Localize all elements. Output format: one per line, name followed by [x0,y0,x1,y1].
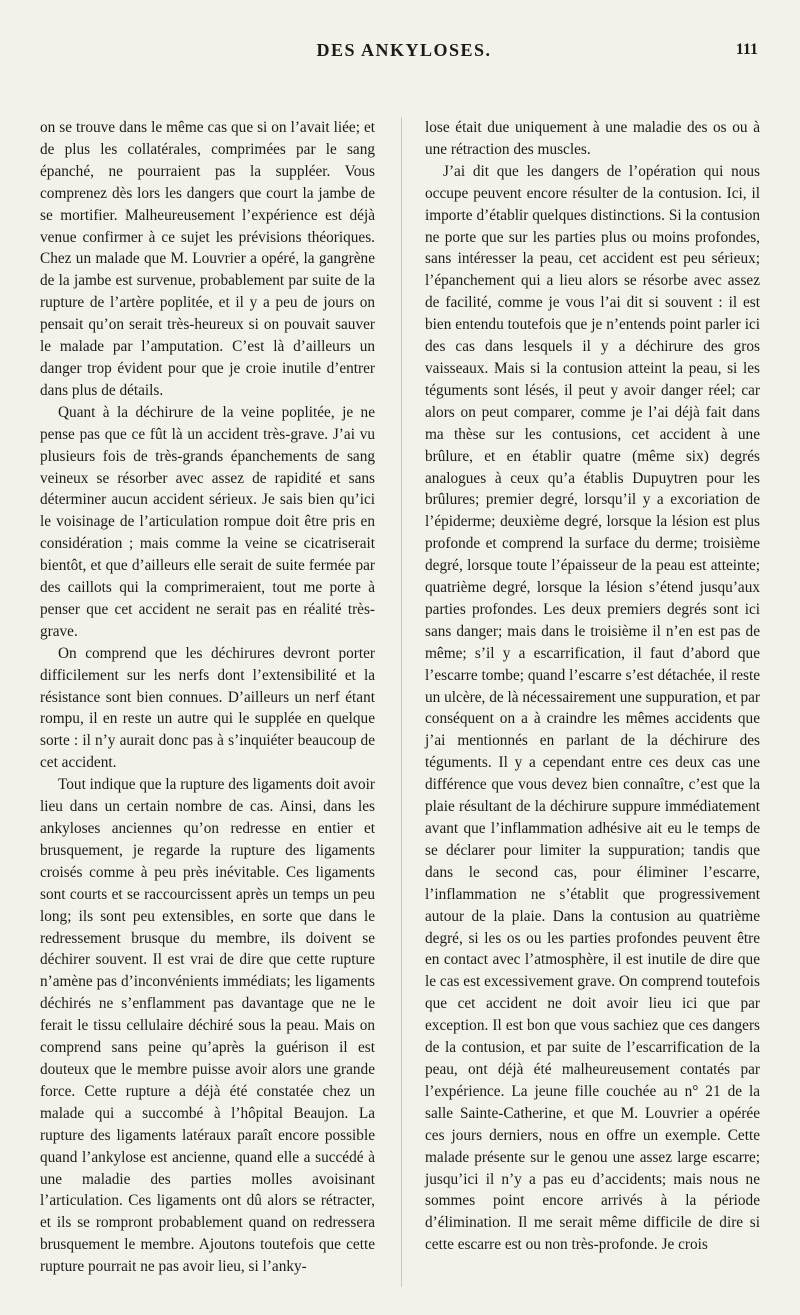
running-head [40,40,768,80]
right-column [425,117,760,1256]
paragraph: on se trouve dans le même cas que si on l’avait liée; et de plus les collatérales, comprimées par le sang épanché, ne pourraient pas la suppléer. Vous comprenez dès lors les dangers que court la jambe de se mortifier. Malheureusement l’expérience est déjà venue confirmer à ce sujet les prévisions théoriques. Chez un malade que M. Louvrier a opéré, la gangrène de la jambe est survenue, probablement par suite de la rupture de l’artère poplitée, et il y a peu de jours on pensait qu’on serait très-heureux si on pouvait sauver le malade par l’amputation. C’est là d’ailleurs un danger trop évident pour que je croie inutile d’entrer dans plus de détails. [40,119,375,399]
paragraph: Tout indique que la rupture des ligaments doit avoir lieu dans un certain nombre de cas. Ainsi, dans les ankyloses anciennes qu’on redresse en entier et brusquement, je regarde la rupture des ligaments croisés comme à peu près inévitable. Ces ligaments sont courts et se raccourcissent après un temps un peu long; ils sont peu extensibles, en sorte que dans le redressement brusque du membre, ils doivent se déchirer souvent. Il est vrai de dire que cette rupture n’amène pas d’inconvénients immédiats; les ligaments déchirés ne s’enflamment pas davantage que ne le ferait le tissu cellulaire déchiré sous la peau. Mais on comprend sans peine qu’après la guérison il est douteux que le membre puisse avoir alors une grande force. Cette rupture a déjà été constatée chez un malade qui a succombé à l’hôpital Beaujon. La rupture des ligaments latéraux paraît encore possible quand l’ankylose est ancienne, quand elle a succédé à une maladie des parties molles avoisinant l’articulation. Ces ligaments ont dû alors se rétracter, et ils se rompront probablement quand on redressera brusquement le membre. Ajoutons toutefois que cette rupture pourrait ne pas avoir lieu, si l’anky- [40,776,375,1276]
paragraph: lose était due uniquement à une maladie des os ou à une rétraction des muscles. [425,119,760,158]
page-number: 111 [735,41,758,58]
running-title: DES ANKYLOSES. [316,40,492,60]
paragraph: J’ai dit que les dangers de l’opération qui nous occupe peuvent encore résulter de la contusion. Ici, il importe d’établir quelques distinctions. Si la contusion ne porte que sur les parties plus ou moins profondes, sans intéresser la peau, cet accident est peu sérieux; l’épanchement qui a lieu alors se résorbe avec assez de facilité, comme je vous l’ai dit si souvent : il est bien entendu toutefois que je n’entends point parler ici des cas dans lesquels il y a déchirure des gros vaisseaux. Mais si la contusion atteint la peau, si les téguments sont lésés, il peut y avoir danger réel; car alors on peut comparer, comme je l’ai déjà fait dans ma thèse sur les contusions, cet accident à une brûlure, et en établir quatre (même six) degrés analogues à ceux qu’a établis Dupuytren pour les brûlures; premier degré, lorsqu’il y a excoriation de l’épiderme; deuxième degré, lorsque la lésion est plus profonde et comprend la surface du derme; troisième degré, lorsque toute l’épaisseur de la peau est atteinte; quatrième degré, lorsque la lésion s’étend jusqu’aux parties profondes. Les deux premiers degrés sont ici sans danger; mais dans le troisième il n’en est pas de même; s’il y a escarrification, il faut d’abord que l’escarre tombe; quand l’escarre s’est détachée, il reste un ulcère, de là nécessairement une suppuration, et par conséquent on a à craindre les mêmes accidents que j’ai mentionnés en parlant de la déchirure des téguments. Il y a cependant entre ces deux cas une différence que vous devez bien connaître, c’est que la plaie résultant de la déchirure suppure immédiatement avant que l’inflammation adhésive ait eu le temps de se déclarer pour limiter la suppuration; tandis que dans le second cas, pour éliminer l’escarre, l’inflammation ne s’établit que progressivement autour de la plaie. Dans la contusion au quatrième degré, si les os ou les parties profondes peuvent être en contact avec l’atmosphère, il est inutile de dire que le cas est excessivement grave. On comprend toutefois que cet accident ne doit avoir lieu ici que par exception. Il est bon que vous sachiez que ces dangers de la contusion, et par suite de l’escarrification de la peau, ont déjà été malheureusement contatés par l’expérience. La jeune fille couchée au n° 21 de la salle Sainte-Catherine, et que M. Louvrier a opérée ces jours derniers, nous en offre un exemple. Cette malade présente sur le genou une assez large escarre; jusqu’ici il n’y a pas eu d’accidents; mais nous ne sommes point encore arrivés à la période d’élimination. Il me serait même difficile de dire si cette escarre est ou non très-profonde. Je crois [425,162,760,1254]
left-column [40,117,375,1278]
paragraph: On comprend que les déchirures devront porter difficilement sur les nerfs dont l’extensibilité et la résistance sont bien connues. D’ailleurs un nerf étant rompu, il en reste un autre qui le supplée en quelque sorte : il n’y aurait donc pas à s’inquiéter beaucoup de cet accident. [40,644,375,772]
column-divider [401,117,402,1287]
paragraph: Quant à la déchirure de la veine poplitée, je ne pense pas que ce fût là un accident très-grave. J’ai vu plusieurs fois de très-grands épanchements de sang veineux se résorber avec assez de rapidité et sans déterminer aucun accident sérieux. Je sais bien qu’ici le voisinage de l’articulation rompue doit être pris en considération ; mais comme la veine se cicatriserait bientôt, et que d’ailleurs elle serait de suite fermée par des caillots qui la comprimeraient, tout me porte à penser que cet accident ne serait pas en réalité très-grave. [40,403,375,640]
